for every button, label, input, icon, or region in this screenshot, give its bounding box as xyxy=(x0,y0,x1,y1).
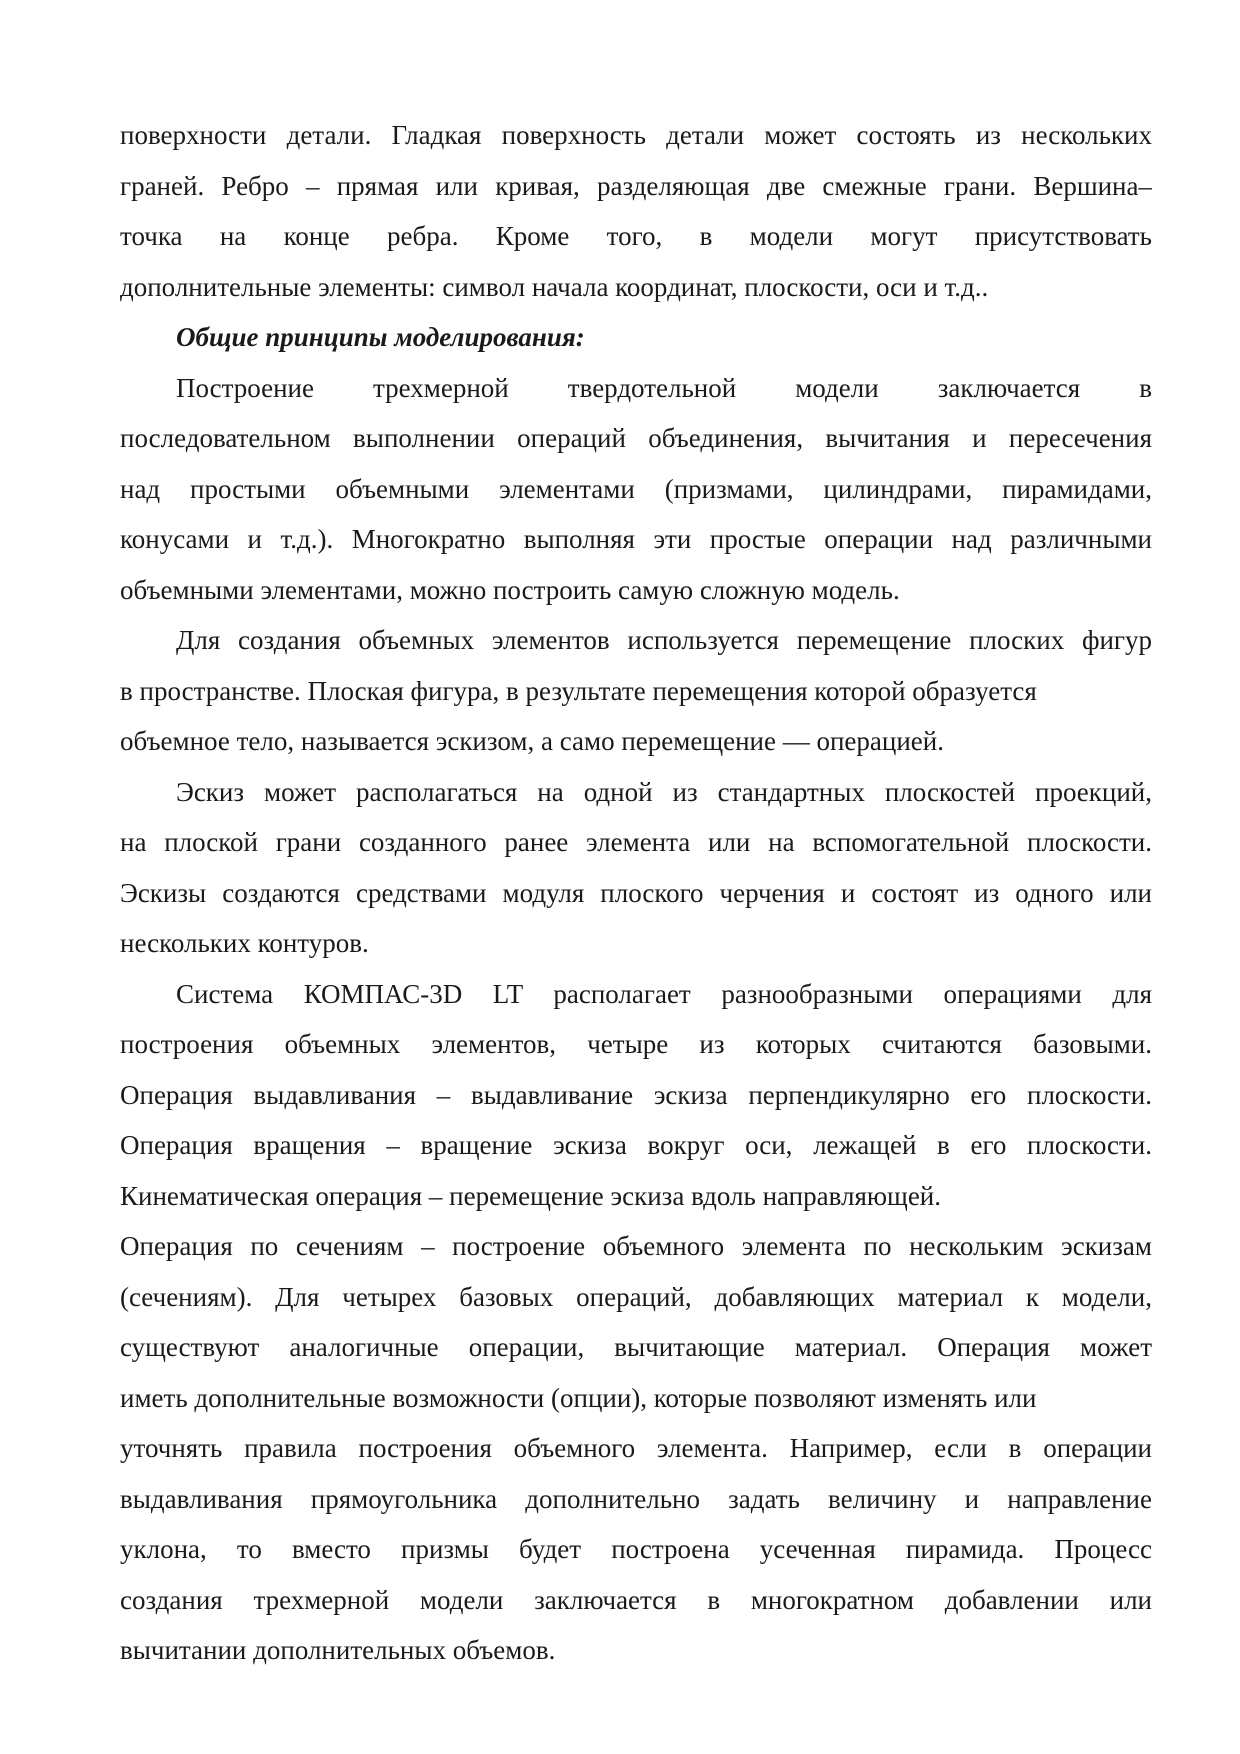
text-line: Эскизы создаются средствами модуля плоского черчения и состоят из одного или xyxy=(120,877,1152,908)
text-line: уклона, то вместо призмы будет построена усеченная пирамида. Процесс xyxy=(120,1534,1152,1564)
text-line: Операция вращения – вращение эскиза вокруг оси, лежащей в его плоскости. xyxy=(120,1130,1152,1160)
text-line: создания трехмерной модели заключается в многократном добавлении или xyxy=(120,1584,1152,1615)
text-line: Система КОМПАС-3D LT располагает разнообразными операциями для xyxy=(176,978,1152,1009)
text-line: вычитании дополнительных объемов. xyxy=(120,1635,556,1665)
text-line: нескольких контуров. xyxy=(120,928,369,958)
text-line: дополнительные элементы: символ начала координат, плоскости, оси и т.д.. xyxy=(120,271,989,302)
text-line: Для создания объемных элементов используется перемещение плоских фигур xyxy=(176,625,1152,655)
text-line: иметь дополнительные возможности (опции), которые позволяют изменять или xyxy=(120,1382,1037,1413)
text-line: над простыми объемными элементами (призмами, цилиндрами, пирамидами, xyxy=(120,473,1152,504)
text-line: (сечениям). Для четырех базовых операций, добавляющих материал к модели, xyxy=(120,1281,1152,1312)
text-line: Построение трехмерной твердотельной модели заключается в xyxy=(176,372,1152,403)
text-line: объемное тело, называется эскизом, а само перемещение — операцией. xyxy=(120,726,944,756)
text-line: последовательном выполнении операций объединения, вычитания и пересечения xyxy=(120,423,1152,453)
text-line: на плоской грани созданного ранее элемента или на вспомогательной плоскости. xyxy=(120,827,1152,857)
text-line: объемными элементами, можно построить самую сложную модель. xyxy=(120,574,900,605)
text-line: Эскиз может располагаться на одной из стандартных плоскостей проекций, xyxy=(176,776,1152,807)
text-line: точка на конце ребра. Кроме того, в модели могут присутствовать xyxy=(120,221,1152,251)
text-line: Операция по сечениям – построение объемного элемента по нескольким эскизам xyxy=(120,1231,1152,1261)
section-heading: Общие принципы моделирования: xyxy=(176,322,585,352)
text-line: Кинематическая операция – перемещение эскиза вдоль направляющей. xyxy=(120,1180,942,1211)
document-page xyxy=(120,110,1152,1676)
text-line: уточнять правила построения объемного элемента. Например, если в операции xyxy=(120,1433,1152,1463)
text-line: конусами и т.д.). Многократно выполняя эти простые операции над различными xyxy=(120,524,1152,554)
text-line: граней. Ребро – прямая или кривая, разделяющая две смежные грани. Вершина– xyxy=(120,170,1152,201)
text-line: существуют аналогичные операции, вычитающие материал. Операция может xyxy=(120,1332,1152,1362)
text-line: в пространстве. Плоская фигура, в результате перемещения которой образуется xyxy=(120,675,1037,706)
text-line: выдавливания прямоугольника дополнительно задать величину и направление xyxy=(120,1483,1152,1514)
text-line: поверхности детали. Гладкая поверхность детали может состоять из нескольких xyxy=(120,120,1152,150)
text-line: Операция выдавливания – выдавливание эскиза перпендикулярно его плоскости. xyxy=(120,1079,1152,1110)
text-line: построения объемных элементов, четыре из которых считаются базовыми. xyxy=(120,1029,1152,1059)
